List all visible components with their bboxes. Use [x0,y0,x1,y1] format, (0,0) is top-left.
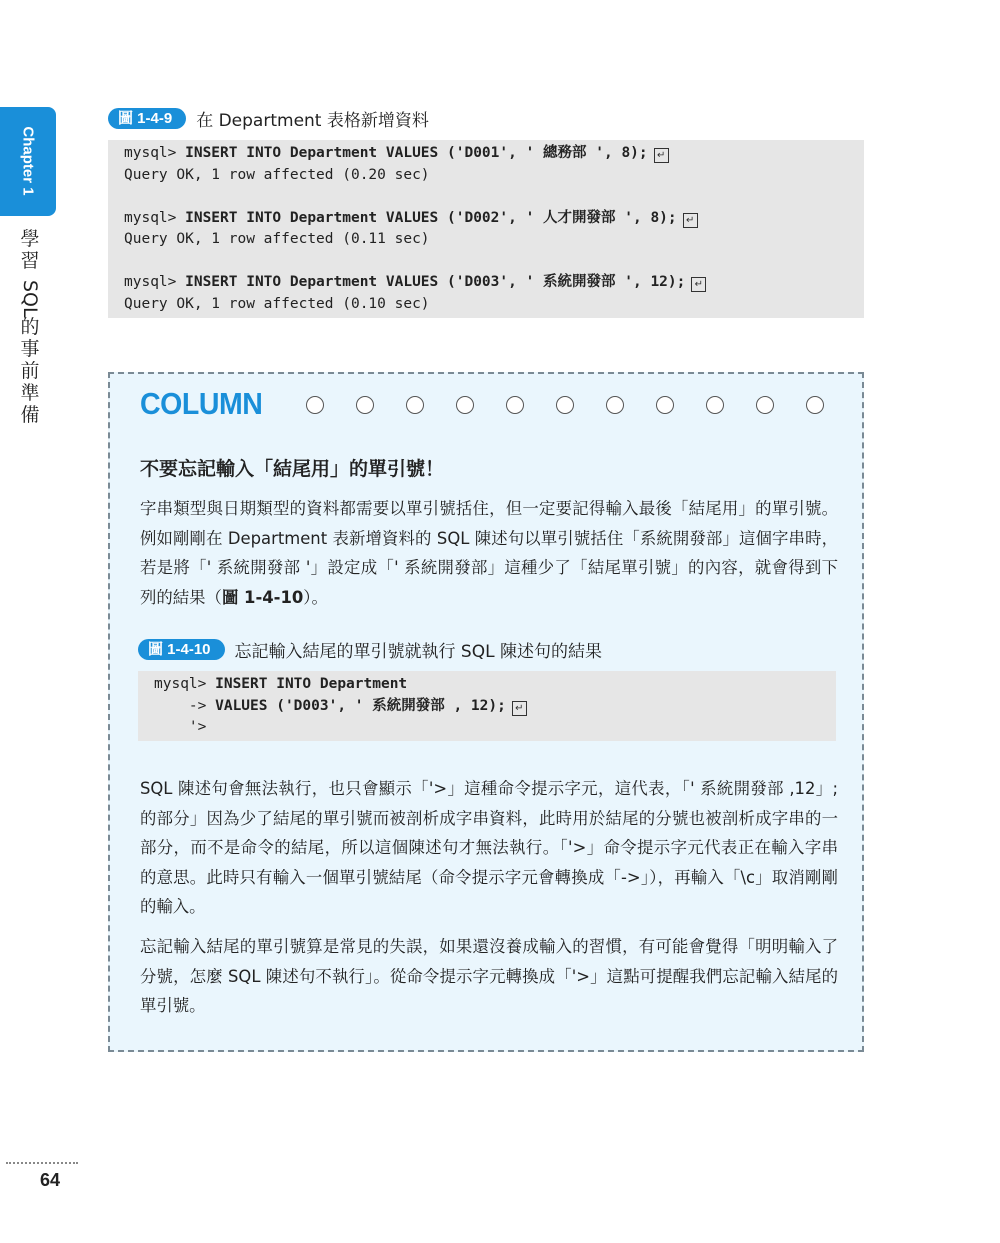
figure-1-label [108,106,429,131]
code-output: Query OK, 1 row affected (0.11 sec) [124,231,430,247]
column-title: COLUMN [140,386,263,421]
code-line [154,674,836,696]
enter-key-icon: ↵ [512,701,527,716]
column-paragraph-2 [140,774,838,922]
code-prompt: '> [154,719,216,735]
paragraph-1-end: ）。 [303,587,328,607]
code-blank-line [124,251,864,273]
code-blank-line [124,186,864,208]
figure-2-code-block [138,671,836,741]
chapter-title-char: 習 [20,250,40,272]
chapter-title-char: SQL [19,280,41,318]
figure-2-badge: 圖 1-4-10 [138,639,225,660]
column-paragraph-3 [140,932,838,1021]
code-command: VALUES ('D003', ' 系統開發部 , 12); [215,697,506,714]
chapter-title-char: 事 [20,338,40,360]
code-line [124,272,864,294]
binder-rings [306,396,824,414]
chapter-title-char: 準 [20,382,40,404]
figure-1-code-block [108,140,864,318]
ring-icon [506,396,524,414]
code-command: INSERT INTO Department VALUES ('D003', ' 系統開發部 ', 12); [185,274,686,290]
code-command: INSERT INTO Department [215,676,408,692]
code-line [154,696,836,718]
code-line [124,229,864,251]
code-prompt: mysql> [124,145,186,161]
code-line [124,294,864,316]
ring-icon [706,396,724,414]
enter-key-icon: ↵ [691,277,706,292]
figure-1-badge: 圖 1-4-9 [108,108,186,129]
code-prompt: mysql> [124,209,186,226]
code-prompt: mysql> [124,274,186,290]
paragraph-3-text: 忘記輸入結尾的單引號算是常見的失誤，如果還沒養成輸入的習慣，有可能會覺得「明明輸入了分號，怎麼 SQL 陳述句不執行」。從命令提示字元轉換成「'>」這點可提醒我們忘記輸入結尾的單引號。 [140,937,838,1015]
figure-2-caption: 忘記輸入結尾的單引號就執行 SQL 陳述句的結果 [234,642,602,662]
code-prompt: -> [154,697,216,714]
ring-icon [806,396,824,414]
code-line [154,717,836,739]
ring-icon [556,396,574,414]
code-command: INSERT INTO Department VALUES ('D001', ' 總務部 ', 8); [185,145,648,161]
ring-icon [456,396,474,414]
ring-icon [356,396,374,414]
code-line [124,208,864,230]
ring-icon [406,396,424,414]
page-divider [6,1162,78,1164]
code-command: INSERT INTO Department VALUES ('D002', ' 人才開發部 ', 8); [185,209,677,226]
ring-icon [606,396,624,414]
column-box [108,372,864,1052]
code-line [124,165,864,187]
code-line [124,143,864,165]
chapter-title-char: 備 [20,404,40,426]
paragraph-2-text: SQL 陳述句會無法執行，也只會顯示「'>」這種命令提示字元，這代表，「' 系統開發部 ,12」; 的部分」因為少了結尾的單引號而被剖析成字串資料，此時用於結尾的分號也被剖析成字串的一部分，而不是命令的結尾，所以這個陳述句才無法執行。「'>」命令提示字元代表正在輸入字串的意思。此時只有輸入一個單引號結尾（命令提示字元會轉換成「->」），再輸入「\c」取消剛剛的輸入。 [140,779,838,916]
code-output: Query OK, 1 row affected (0.20 sec) [124,166,430,183]
chapter-tab [0,107,56,216]
page-number: 64 [40,1170,61,1190]
ring-icon [306,396,324,414]
enter-key-icon: ↵ [683,213,698,228]
chapter-title [17,228,43,426]
figure-2-label [138,637,602,662]
chapter-title-char: 學 [20,228,40,250]
chapter-tab-label: Chapter 1 [19,126,37,196]
column-heading: 不要忘記輸入「結尾用」的單引號！ [140,458,445,480]
column-paragraph-1 [140,494,838,612]
paragraph-1-text: 字串類型與日期類型的資料都需要以單引號括住，但一定要記得輸入最後「結尾用」的單引號。例如剛剛在 Department 表新增資料的 SQL 陳述句以單引號括住「系統開發部」這個字串時，若是將「' 系統開發部 '」設定成「' 系統開發部」這種少了「結尾單引號」的內容，就會得到下列的結果（ [140,499,838,607]
code-output: Query OK, 1 row affected (0.10 sec) [124,295,430,312]
figure-1-caption: 在 Department 表格新增資料 [196,111,429,131]
chapter-title-char: 前 [20,360,40,382]
enter-key-icon: ↵ [654,148,669,163]
code-prompt: mysql> [154,676,216,692]
chapter-title-char: 的 [20,316,40,338]
figure-reference: 圖 1-4-10 [221,587,304,607]
ring-icon [656,396,674,414]
ring-icon [756,396,774,414]
